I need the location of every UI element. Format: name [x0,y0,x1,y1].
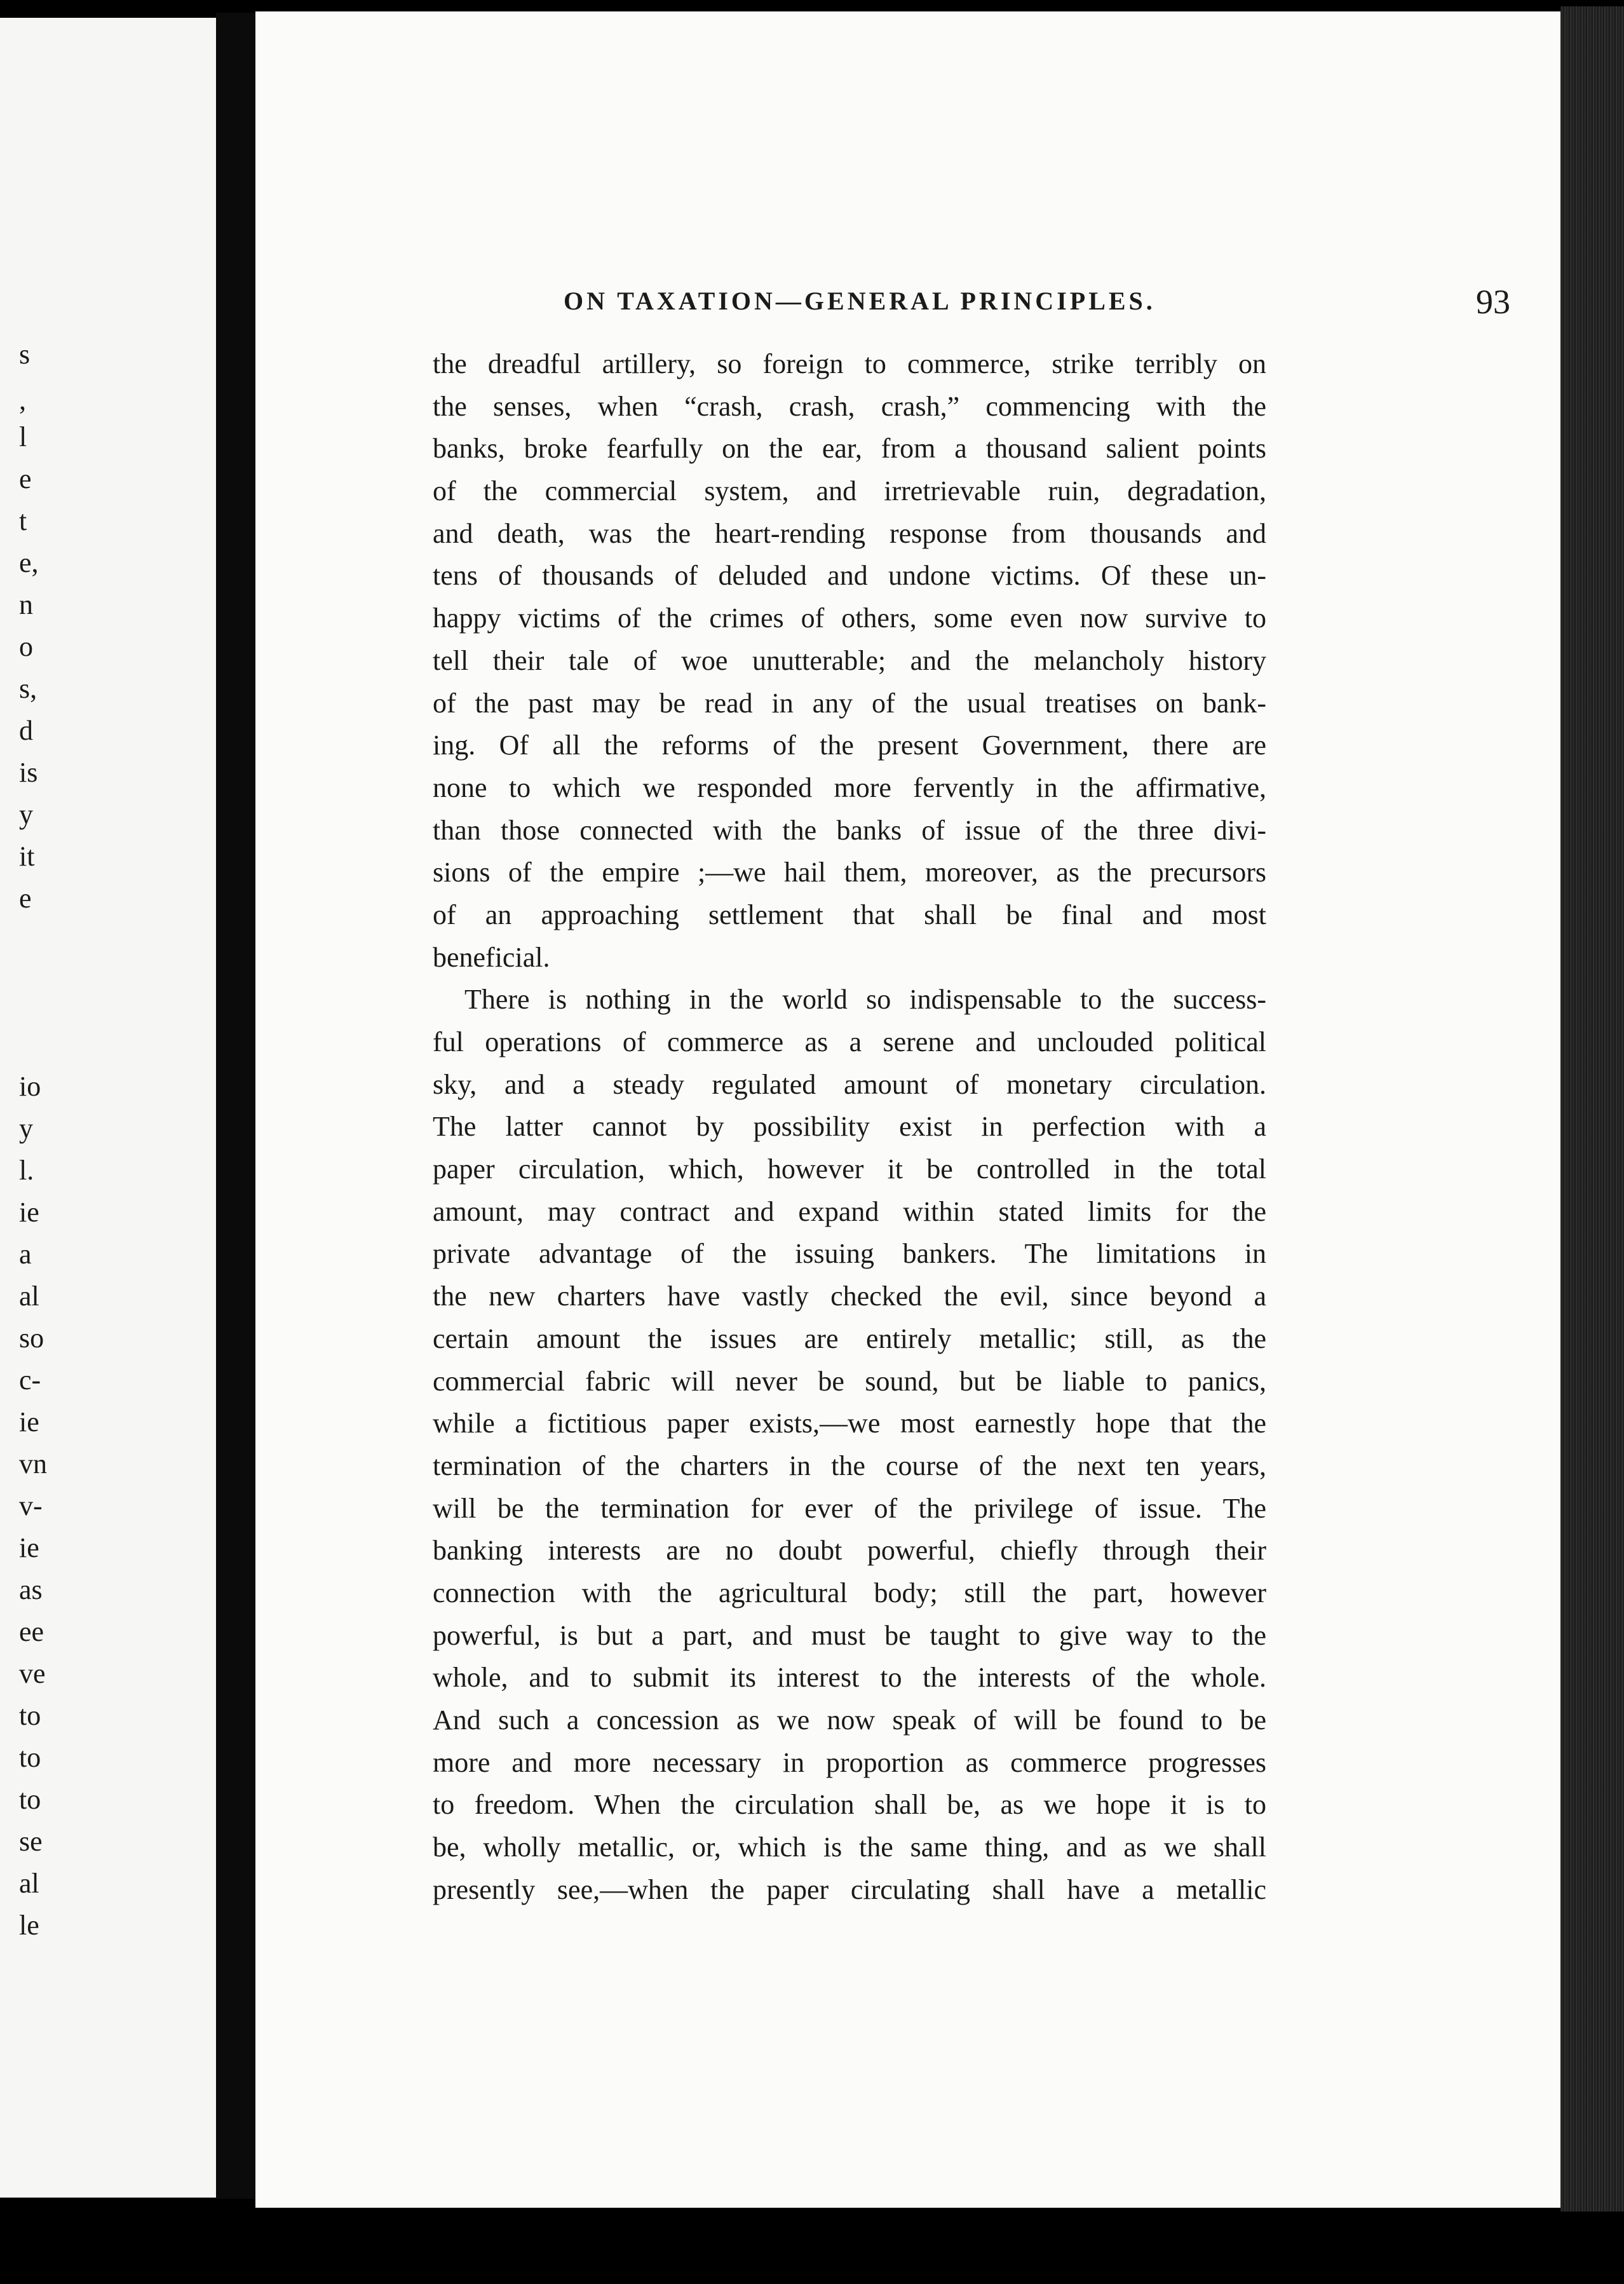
text-line: to freedom. When the circulation shall be, as we hope it is to [433,1789,1266,1821]
left-page-fragment: al [19,1281,39,1312]
book-page [255,11,1560,2208]
left-page-fragment: e, [19,547,39,578]
text-line: commercial fabric will never be sound, but be liable to panics, [433,1365,1266,1397]
left-page-fragment: e [19,883,32,914]
left-page-fragment: it [19,841,35,872]
page-number: 93 [1476,283,1510,321]
left-page-fragment: ie [19,1532,39,1563]
left-page-fragment: s [19,339,30,370]
page-stack-edge [1560,6,1624,2212]
left-page-fragment: ve [19,1658,46,1689]
text-line: There is nothing in the world so indispensable to the success- [464,984,1266,1016]
left-page-fragment: a [19,1239,32,1270]
text-line: ful operations of commerce as a serene and unclouded political [433,1026,1266,1057]
text-line: none to which we responded more fervently in the affirmative, [433,772,1266,803]
left-page-fragment: e [19,463,32,494]
text-line: the dreadful artillery, so foreign to commerce, strike terribly on [433,348,1266,379]
text-line: tens of thousands of deluded and undone victims. Of these un- [433,560,1266,592]
left-page-fragment: al [19,1868,39,1899]
text-line: while a fictitious paper exists,—we most earnestly hope that the [433,1408,1266,1439]
left-page-fragment: l [19,421,27,452]
left-page-fragment: y [19,799,33,830]
left-page-fragment: , [19,384,26,416]
text-line: banking interests are no doubt powerful, chiefly through their [433,1535,1266,1567]
text-line: ing. Of all the reforms of the present Government, there are [433,730,1266,761]
text-line: paper circulation, which, however it be controlled in the total [433,1153,1266,1185]
left-page-fragment: ie [19,1197,39,1228]
left-page-fragment: ie [19,1406,39,1438]
text-line: of the commercial system, and irretrievable ruin, degradation, [433,475,1266,507]
running-head [564,282,1510,320]
body-text [433,343,1266,1911]
text-line: sky, and a steady regulated amount of monetary circulation. [433,1068,1266,1100]
left-page-fragment: t [19,505,27,536]
text-line: the senses, when “crash, crash, crash,” commencing with the [433,390,1266,422]
text-line: tell their tale of woe unutterable; and the melancholy history [433,644,1266,676]
text-line: And such a concession as we now speak of will be found to be [433,1704,1266,1736]
left-page-fragment: le [19,1910,39,1941]
left-page-fragment: se [19,1826,43,1857]
text-line: sions of the empire ;—we hail them, moreover, as the precursors [433,857,1266,888]
text-line: The latter cannot by possibility exist in perfection with a [433,1111,1266,1143]
text-line: of an approaching settlement that shall be final and most [433,899,1266,930]
left-page-fragment: c- [19,1364,41,1396]
text-line: and death, was the heart-rending response from thousands and [433,517,1266,549]
left-page-fragment: o [19,631,33,662]
text-line: presently see,—when the paper circulating shall have a metallic [433,1873,1266,1905]
text-line: certain amount the issues are entirely metallic; still, as the [433,1322,1266,1354]
text-line: private advantage of the issuing bankers. The limitations in [433,1238,1266,1270]
text-line: of the past may be read in any of the usual treatises on bank- [433,687,1266,719]
text-line: termination of the charters in the course of the next ten years, [433,1450,1266,1481]
text-line: happy victims of the crimes of others, some even now survive to [433,602,1266,634]
running-head-title: ON TAXATION—GENERAL PRINCIPLES. [564,287,1156,315]
left-page-fragment: io [19,1071,41,1102]
left-facing-page [0,18,216,2198]
text-line: more and more necessary in proportion as commerce progresses [433,1746,1266,1778]
text-line: amount, may contract and expand within stated limits for the [433,1195,1266,1227]
left-page-fragment: to [19,1742,41,1773]
left-page-fragment: ee [19,1616,44,1647]
text-line: connection with the agricultural body; still the part, however [433,1577,1266,1608]
text-line: be, wholly metallic, or, which is the same thing, and as we shall [433,1832,1266,1863]
left-page-fragment: to [19,1784,41,1815]
text-line: beneficial. [433,941,550,973]
left-page-fragment: to [19,1700,41,1731]
left-page-fragment: so [19,1322,44,1354]
left-page-fragment: s, [19,673,37,704]
left-page-fragment: vn [19,1448,47,1479]
text-line: will be the termination for ever of the privilege of issue. The [433,1492,1266,1524]
left-page-fragment: d [19,715,33,746]
left-page-fragment: as [19,1574,43,1605]
text-line: than those connected with the banks of issue of the three divi- [433,814,1266,846]
left-page-fragment: l. [19,1155,34,1186]
left-page-fragment: n [19,589,33,620]
text-line: the new charters have vastly checked the evil, since beyond a [433,1281,1266,1312]
text-line: powerful, is but a part, and must be taught to give way to the [433,1619,1266,1651]
left-page-fragment: v- [19,1490,43,1521]
text-line: whole, and to submit its interest to the interests of the whole. [433,1662,1266,1694]
book-gutter [216,13,255,2199]
left-page-fragment: y [19,1113,33,1144]
left-page-fragment: is [19,757,38,788]
text-line: banks, broke fearfully on the ear, from a thousand salient points [433,433,1266,465]
